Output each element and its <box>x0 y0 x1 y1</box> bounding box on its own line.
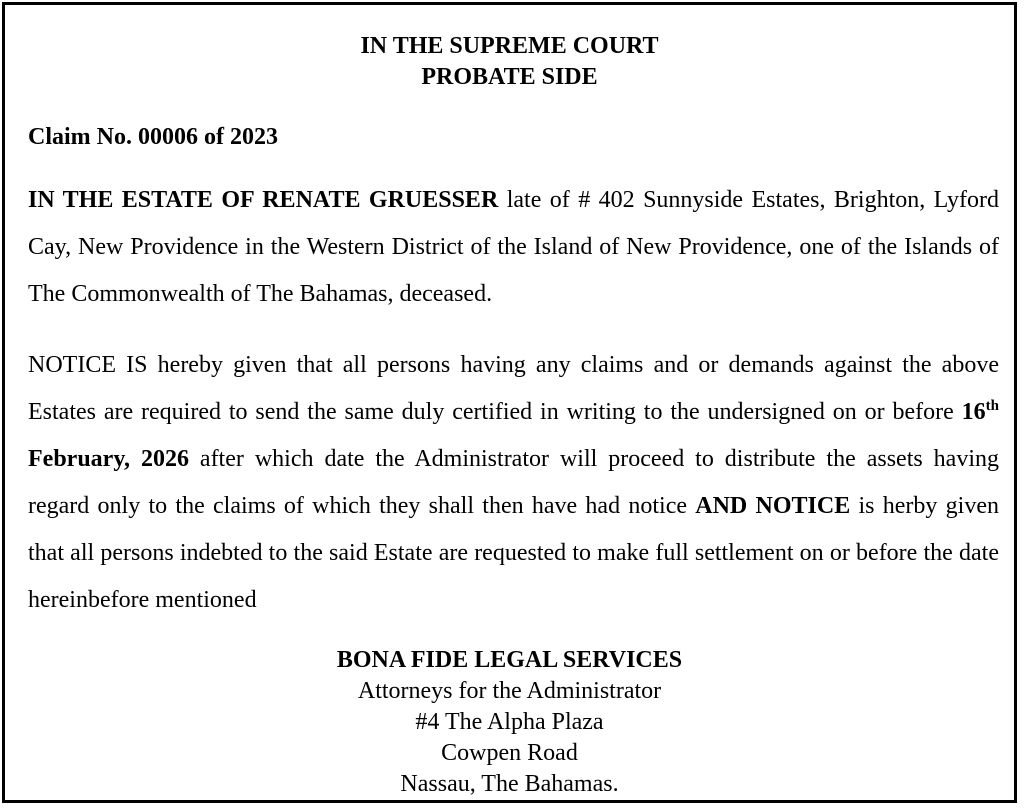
notice-text-part2: after which date the Administrator will proceed to distribute the assets having regard only to the claims of which they shall then have had notice <box>28 446 999 519</box>
deadline-day-suffix: th <box>985 398 999 414</box>
estate-name: IN THE ESTATE OF RENATE GRUESSER <box>28 187 499 213</box>
claim-number: Claim No. 00006 of 2023 <box>28 124 278 150</box>
address-line-2: Cowpen Road <box>441 740 578 766</box>
court-name: IN THE SUPREME COURT <box>360 33 659 59</box>
notice-text-part3: is herby given that all persons indebted to the said Estate are requested to make full settlement on or before the date hereinbefore mentioned <box>28 493 999 613</box>
legal-notice <box>2 2 1017 803</box>
deadline-day: 16 <box>961 399 986 425</box>
estate-paragraph <box>28 177 999 318</box>
signoff-block <box>5 645 1014 800</box>
deadline-month-year: February, 2026 <box>28 446 189 472</box>
address-line-3: Nassau, The Bahamas. <box>400 771 619 797</box>
address-line-1: #4 The Alpha Plaza <box>415 709 604 735</box>
estate-description: late of # 402 Sunnyside Estates, Brighton, Lyford Cay, New Providence in the Western District of the Island of New Providence, one of the Islands of The Commonwealth of The Bahamas, deceased. <box>28 187 1000 307</box>
firm-role: Attorneys for the Administrator <box>357 678 662 704</box>
court-division: PROBATE SIDE <box>421 64 598 90</box>
notice-text-part1: NOTICE IS hereby given that all persons having any claims and or demands against the above Estates are required to send the same duly certified in writing to the undersigned on or before <box>28 352 999 425</box>
and-notice-emphasis: AND NOTICE <box>695 493 851 519</box>
notice-paragraph <box>28 342 999 624</box>
court-heading <box>5 31 1014 93</box>
firm-name: BONA FIDE LEGAL SERVICES <box>336 647 683 673</box>
